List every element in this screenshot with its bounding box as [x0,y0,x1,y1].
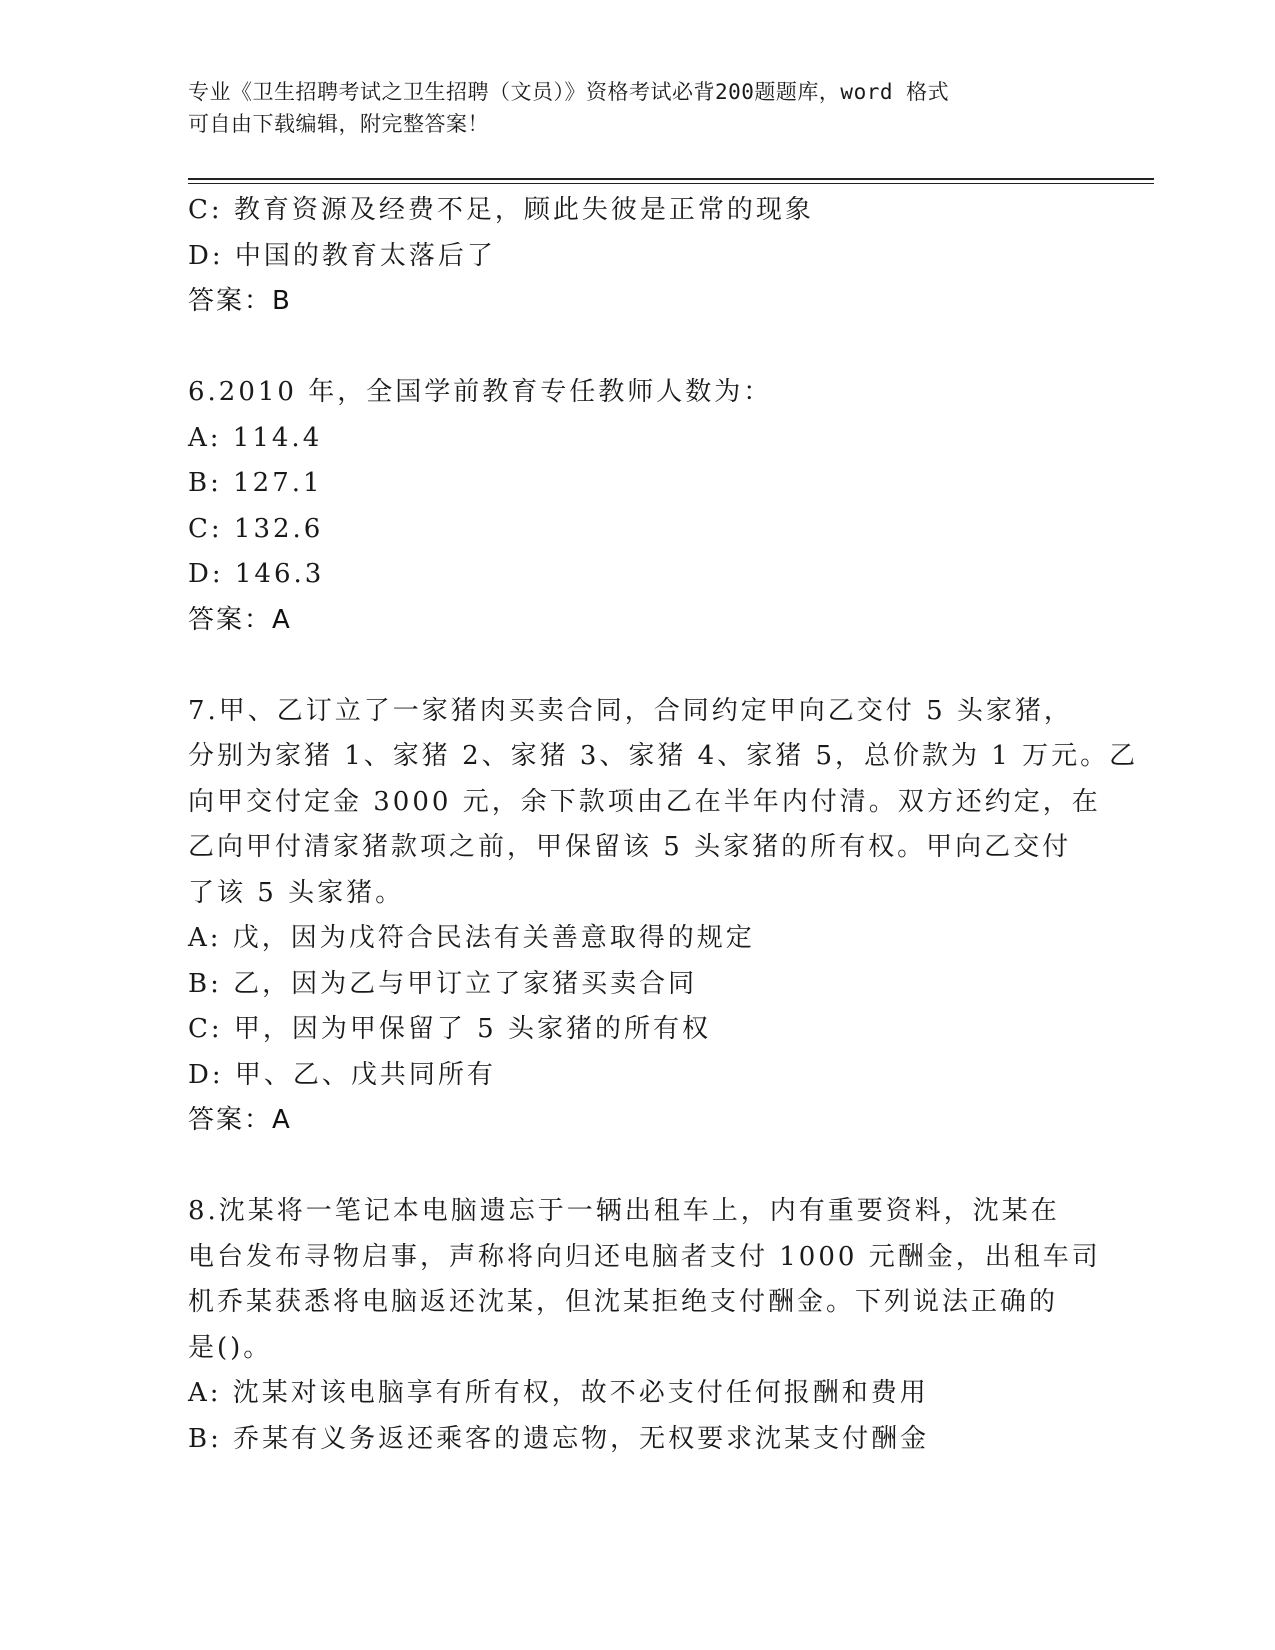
q6-stem: 6.2010 年，全国学前教育专任教师人数为： [188,377,773,407]
q7-option-c: C: 甲，因为甲保留了 5 头家猪的所有权 [188,1014,711,1044]
q7-stem-line-3: 向甲交付定金 3000 元，余下款项由乙在半年内付清。双方还约定，在 [188,786,1101,817]
q6-option-b: B: 127.1 [188,468,323,498]
header-divider-thin [188,183,1154,184]
q8-option-a: A: 沈某对该电脑享有所有权，故不必支付任何报酬和费用 [188,1378,929,1408]
q7-option-a: A: 戊，因为戊符合民法有关善意取得的规定 [188,923,755,953]
page-header [188,76,1068,140]
q5-option-c: C: 教育资源及经费不足，顾此失彼是正常的现象 [188,195,814,225]
q7-stem-line-4: 乙向甲付清家猪款项之前，甲保留该 5 头家猪的所有权。甲向乙交付 [188,832,1072,862]
q6-option-d: D: 146.3 [188,559,325,589]
header-title-line-2: 可自由下载编辑，附完整答案！ [188,112,489,136]
q8-stem-line-4: 是()。 [188,1332,273,1363]
spacer [188,325,1088,371]
q7-answer: 答案：A [188,1105,292,1135]
q8-stem-line-1: 8.沈某将一笔记本电脑遗忘于一辆出租车上，内有重要资料，沈某在 [188,1196,1060,1226]
q8-stem-line-3: 机乔某获悉将电脑返还沈某，但沈某拒绝支付酬金。下列说法正确的 [188,1287,1059,1317]
q6-answer: 答案：A [188,604,292,635]
q8-stem-line-2: 电台发布寻物启事，声称将向归还电脑者支付 1000 元酬金，出租车司 [188,1241,1101,1272]
spacer [188,643,1088,689]
header-title-line-1: 专业《卫生招聘考试之卫生招聘（文员）》资格考试必背200题题库，word 格式 [188,80,950,104]
q7-stem-line-5: 了该 5 头家猪。 [188,877,405,908]
q6-option-c: C: 132.6 [188,513,324,544]
q5-option-d: D: 中国的教育太落后了 [188,240,496,271]
q8-option-b: B: 乔某有义务返还乘客的遗忘物，无权要求沈某支付酬金 [188,1423,930,1454]
question-content [188,188,1139,1462]
q7-option-d: D: 甲、乙、戊共同所有 [188,1059,496,1090]
q7-option-b: B: 乙，因为乙与甲订立了家猪买卖合同 [188,968,698,999]
header-divider-thick [188,178,1154,180]
q6-option-a: A: 114.4 [188,422,323,453]
q7-stem-line-1: 7.甲、乙订立了一家猪肉买卖合同，合同约定甲向乙交付 5 头家猪， [188,695,1073,726]
q5-answer: 答案：B [188,286,292,316]
spacer [188,1144,1088,1190]
q7-stem-line-2: 分别为家猪 1、家猪 2、家猪 3、家猪 4、家猪 5，总价款为 1 万元。乙 [188,741,1139,771]
